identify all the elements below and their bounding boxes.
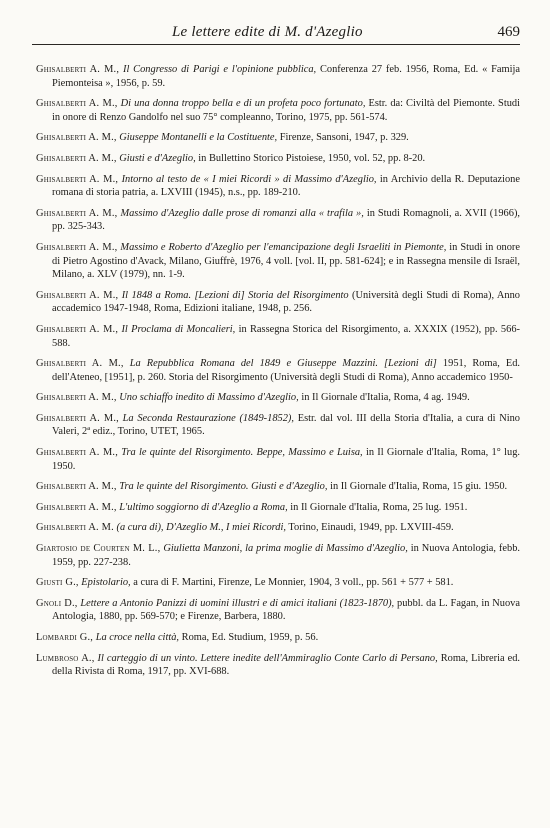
entry-details: (Università degli Studi di Roma), Anno accademico 1947-1948, Roma, Edizioni italiane, 1948, p. 256. <box>52 289 521 315</box>
entry-title: L'ultimo soggiorno di d'Azeglio a Roma, <box>119 501 288 513</box>
bibliography-entry <box>36 412 520 439</box>
entry-title: Uno schiaffo inedito di Massimo d'Azeglio, <box>119 392 299 404</box>
running-title: Le lettere edite di M. d'Azeglio <box>172 24 363 40</box>
bibliography-entry <box>36 63 520 90</box>
entry-title: Il Proclama di Moncalieri, <box>121 323 236 335</box>
entry-details: in Bullettino Storico Pistoiese, 1950, vol. 52, pp. 8-20. <box>198 152 426 164</box>
entry-title: Intorno al testo de « I miei Ricordi » di Massimo d'Azeglio, <box>121 173 377 185</box>
entry-details: in Rassegna Storica del Risorgimento, a. XXXIX (1952), pp. 566-588. <box>52 323 520 349</box>
entry-author: Ghisalberti A. M., <box>36 412 119 424</box>
entry-details: a cura di F. Martini, Firenze, Le Monnier, 1904, 3 voll., pp. 561 + 577 + 581. <box>133 577 454 589</box>
entry-title: Giuseppe Montanelli e la Costituente, <box>119 132 278 144</box>
entry-details: in Il Giornale d'Italia, Roma, 25 lug. 1951. <box>290 501 468 513</box>
entry-author: Giartosio de Courten M. L., <box>36 543 161 555</box>
entry-title: Il 1848 a Roma. [Lezioni di] Storia del Risorgimento <box>121 289 349 301</box>
bibliography-entry <box>36 542 520 569</box>
entry-author: Ghisalberti A. M., <box>36 132 117 144</box>
entry-title: La Repubblica Romana del 1849 e Giuseppe Mazzini. [Lezioni di] <box>129 358 437 370</box>
entry-author: Ghisalberti A. M., <box>36 501 117 513</box>
entry-details: 1951, Roma, Ed. dell'Ateneo, [1951], p. 260. Storia del Risorgimento (Università degli Studi di Roma), Anno accademico 1950- <box>52 358 520 383</box>
entry-author: Ghisalberti A. M., <box>36 447 119 459</box>
bibliography-entry <box>36 357 520 384</box>
bibliography-entry <box>36 501 520 515</box>
entry-details: Conferenza 27 feb. 1956, Roma, Ed. « Famija Piemonteisa », 1956, p. 59. <box>52 64 520 89</box>
entry-title: Epistolario, <box>81 577 131 589</box>
entry-title: Tra le quinte del Risorgimento. Beppe, Massimo e Luisa, <box>121 447 363 459</box>
bibliography-entry <box>36 446 520 473</box>
bibliography-entry <box>36 152 520 166</box>
entry-author: Giusti G., <box>36 577 79 589</box>
entry-author: Ghisalberti A. M., <box>36 481 117 493</box>
entry-title: Giusti e d'Azeglio, <box>119 152 196 164</box>
bibliography-entry <box>36 597 520 624</box>
entry-details: in Il Giornale d'Italia, Roma, 4 ag. 1949. <box>301 392 470 404</box>
entry-details: Torino, Einaudi, 1949, pp. LXVIII-459. <box>288 522 454 534</box>
bibliography-entry <box>36 131 520 145</box>
bibliography-entry <box>36 652 520 679</box>
entry-author: Ghisalberti A. M., <box>36 207 118 219</box>
entry-title: Tra le quinte del Risorgimento. Giusti e d'Azeglio, <box>119 481 328 493</box>
entry-author: Ghisalberti A. M., <box>36 173 119 185</box>
entry-author: Ghisalberti A. M., <box>36 323 119 335</box>
entry-title: Di una donna troppo bella e di un profeta poco fortunato, <box>120 98 366 110</box>
entry-details: Roma, Ed. Studium, 1959, p. 56. <box>181 632 319 643</box>
entry-title: Massimo d'Azeglio dalle prose di romanzi alla « trafila », <box>120 207 364 219</box>
entry-details: pubbl. da L. Fagan, in Nuova Antologia, 1880, pp. 569-570; e Firenze, Barbera, 1880. <box>52 597 520 623</box>
entry-author: Ghisalberti A. M., <box>36 152 117 164</box>
entry-author: Ghisalberti A. M., <box>36 289 119 301</box>
entry-details: in Studi Romagnoli, a. XVII (1966), pp. 325-343. <box>52 207 520 233</box>
entry-details: in Archivio della R. Deputazione romana di storia patria, a. LXVIII (1945), n.s., pp. 189-210. <box>52 173 520 199</box>
entry-title: La Seconda Restaurazione (1849-1852), <box>122 412 294 424</box>
entry-details: in Il Giornale d'Italia, Roma, 1° lug. 1950. <box>52 447 520 472</box>
entry-title: Giulietta Manzoni, la prima moglie di Massimo d'Azeglio, <box>163 543 408 555</box>
bibliography-entry <box>36 97 520 124</box>
bibliography-entry <box>36 576 520 590</box>
bibliography-list <box>36 63 520 686</box>
entry-title: (a cura di), D'Azeglio M., I miei Ricordi, <box>116 522 286 534</box>
entry-author: Lombardi G., <box>36 632 94 643</box>
entry-details: Estr. dal vol. III della Storia d'Italia, a cura di Nino Valeri, 2ª ediz., Torino, UTET, 1965. <box>52 412 520 438</box>
entry-details: Estr. da: Civiltà del Piemonte. Studi in onore di Renzo Gandolfo nel suo 75° compleanno, Torino, 1975, pp. 561-574. <box>52 98 520 123</box>
entry-author: Lumbroso A., <box>36 652 95 664</box>
entry-title: Massimo e Roberto d'Azeglio per l'emancipazione degli Israeliti in Piemonte, <box>120 241 447 253</box>
bibliography-entry <box>36 173 520 200</box>
bibliography-entry <box>36 241 520 282</box>
bibliography-entry <box>36 289 520 316</box>
bibliography-entry <box>36 323 520 350</box>
entry-author: Ghisalberti A. M., <box>36 358 124 370</box>
entry-details: Firenze, Sansoni, 1947, p. 329. <box>279 132 409 144</box>
entry-author: Ghisalberti A. M., <box>36 392 117 404</box>
bibliography-entry <box>36 631 520 645</box>
entry-title: La croce nella città, <box>95 632 180 643</box>
entry-details: in Il Giornale d'Italia, Roma, 15 giu. 1950. <box>330 481 508 493</box>
page-number: 469 <box>497 24 520 40</box>
entry-author: Ghisalberti A. M. <box>36 522 114 534</box>
entry-author: Ghisalberti A. M., <box>36 241 118 253</box>
bibliography-entry <box>36 391 520 405</box>
bibliography-entry <box>36 521 520 535</box>
entry-author: Gnoli D., <box>36 597 78 609</box>
entry-title: Il carteggio di un vinto. Lettere inedite dell'Ammiraglio Conte Carlo di Persano, <box>97 652 438 664</box>
entry-title: Il Congresso di Parigi e l'opinione pubblica, <box>123 64 317 75</box>
entry-title: Lettere a Antonio Panizzi di uomini illustri e di amici italiani (1823-1870), <box>80 597 395 609</box>
entry-author: Ghisalberti A. M., <box>36 98 118 110</box>
page-header <box>32 22 520 45</box>
entry-details: Roma, Libreria ed. della Rivista di Roma, 1917, pp. XVI-688. <box>52 652 521 678</box>
entry-author: Ghisalberti A. M., <box>36 64 120 75</box>
bibliography-entry <box>36 207 520 234</box>
entry-details: in Nuova Antologia, febb. 1959, pp. 227-238. <box>52 543 520 568</box>
entry-details: in Studi in onore di Pietro Agostino d'Avack, Milano, Giuffrè, 1976, 4 voll. [vol. II, pp. 581-624]; e in Rassegna mensile di Israël, Milano, a. XLV (1979), nn. 1-9. <box>52 241 520 281</box>
bibliography-entry <box>36 480 520 494</box>
